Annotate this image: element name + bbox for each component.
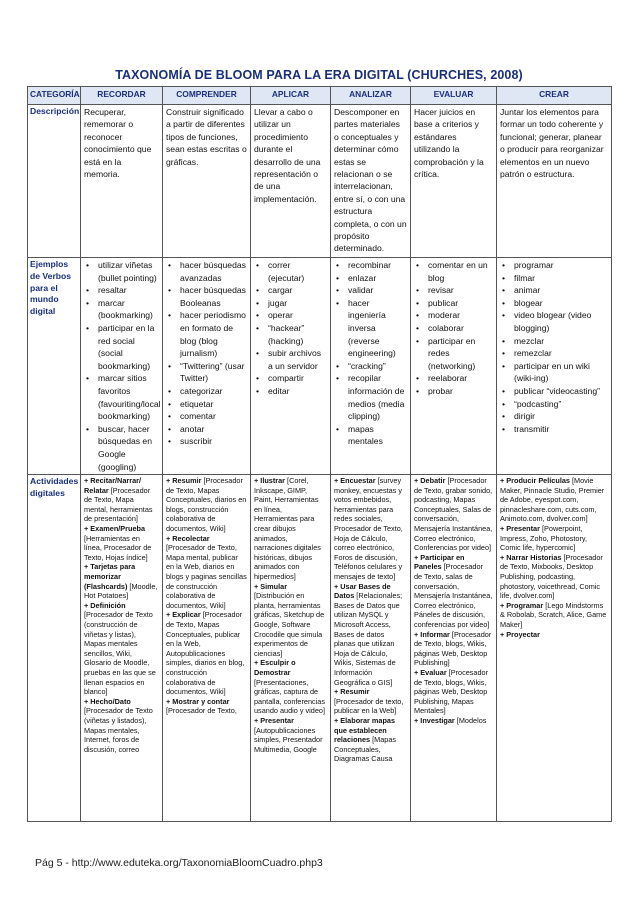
activity-item bbox=[414, 668, 493, 716]
verb-item: • resaltar bbox=[84, 284, 159, 297]
header-categoria: CATEGORÍA bbox=[28, 87, 81, 105]
verb-item: • marcar (bookmarking) bbox=[84, 297, 159, 322]
activity-heading: + Informar bbox=[414, 629, 450, 639]
verbs-analizar bbox=[331, 258, 411, 475]
activity-heading: + Evaluar bbox=[414, 667, 447, 677]
activities-analizar bbox=[331, 475, 411, 822]
activity-tools: [Presentaciones, gráficas, captura de pantalla, conferencias usando audio y video] bbox=[254, 677, 325, 716]
verb-item: • programar bbox=[500, 259, 608, 272]
header-recordar: RECORDAR bbox=[81, 87, 163, 105]
activity-item bbox=[84, 524, 159, 562]
activity-heading: + Producir Películas bbox=[500, 476, 570, 486]
verb-item: • participar en redes (networking) bbox=[414, 335, 493, 373]
activity-item bbox=[500, 630, 608, 640]
verbs-row bbox=[28, 258, 612, 475]
activity-heading: + Esculpir o Demostrar bbox=[254, 658, 296, 677]
verb-item: • “cracking” bbox=[334, 360, 407, 373]
verb-item: • comentar en un blog bbox=[414, 259, 493, 284]
activity-item bbox=[500, 601, 608, 630]
verb-item: • blogear bbox=[500, 297, 608, 310]
activity-heading: + Presentar bbox=[254, 715, 294, 725]
activity-tools: [Herramientas en línea, Procesador de Texto, Hojas índice] bbox=[84, 533, 152, 562]
activity-item bbox=[414, 476, 493, 553]
activity-tools: [Procesador de Texto, Mapas Conceptuales, diarios en blogs, construcción colaborativa de documentos, Wiki] bbox=[166, 476, 247, 534]
verb-item: • recopilar información de medios (media clipping) bbox=[334, 372, 407, 422]
verb-item: • publicar bbox=[414, 297, 493, 310]
description-crear: Juntar los elementos para formar un todo coherente y funcional; generar, planear o producir para reorganizar elementos en un nuevo patrón o estructura. bbox=[497, 105, 612, 258]
verb-item: • hacer búsquedas avanzadas bbox=[166, 259, 247, 284]
verb-item: • anotar bbox=[166, 423, 247, 436]
header-comprender: COMPRENDER bbox=[163, 87, 251, 105]
activity-tools: [Procesador de Texto, blogs, Wikis, páginas Web, Desktop Publishing, Mapas Mentales] bbox=[414, 667, 489, 716]
activities-evaluar bbox=[411, 475, 497, 822]
activity-tools: [Powerpoint, Impress, Zoho, Photostory, Comic life, hypercomic] bbox=[500, 524, 588, 553]
verb-item: • participar en un wiki (wiki-ing) bbox=[500, 360, 608, 385]
activity-tools: [Moodle, Hot Potatoes] bbox=[84, 581, 158, 601]
header-crear: CREAR bbox=[497, 87, 612, 105]
verb-item: • cargar bbox=[254, 284, 327, 297]
verb-item: • jugar bbox=[254, 297, 327, 310]
verb-item: • suscribir bbox=[166, 435, 247, 448]
activity-tools: [Procesador de Texto (viñetas y listados), Mapas mentales, Internet, foros de discusión, correo bbox=[84, 706, 153, 754]
activity-item bbox=[414, 630, 493, 668]
row-label-actividades: Actividades digitales bbox=[28, 475, 81, 822]
activity-item bbox=[334, 716, 407, 764]
verbs-crear bbox=[497, 258, 612, 475]
activity-item bbox=[500, 553, 608, 601]
row-label-verbos: Ejemplos de Verbos para el mundo digital bbox=[28, 258, 81, 475]
verb-item: • dirigir bbox=[500, 410, 608, 423]
verbs-recordar bbox=[81, 258, 163, 475]
activity-item bbox=[254, 582, 327, 659]
header-aplicar: APLICAR bbox=[251, 87, 331, 105]
activity-heading: + Narrar Historias bbox=[500, 552, 562, 562]
activities-aplicar bbox=[251, 475, 331, 822]
verb-item: • utilizar viñetas (bullet pointing) bbox=[84, 259, 159, 284]
activity-tools: [Procesador de Texto, grabar sonido, podcasting, Mapas Conceptuales, Salas de conversación, Mensajería Instantánea, Correo electrónico, Conferencias por video] bbox=[414, 476, 493, 553]
activity-item bbox=[166, 534, 247, 611]
activity-tools: [Procesador de Texto, blogs, Wikis, páginas Web, Desktop Publishing] bbox=[414, 629, 492, 668]
activity-tools: [Procesador de Texto, Mapa mental, herramientas de presentación] bbox=[84, 485, 153, 524]
verb-item: • editar bbox=[254, 385, 327, 398]
activity-tools: [Corel, Inkscape, GIMP, Paint, Herramientas en línea, Herramientas para crear dibujos animados, narraciones digitales históricas, dibujos animados con hipermedios] bbox=[254, 476, 321, 582]
activity-item bbox=[500, 476, 608, 524]
row-label-descripcion: Descripción bbox=[28, 105, 81, 258]
verb-item: • compartir bbox=[254, 372, 327, 385]
activities-comprender bbox=[163, 475, 251, 822]
verb-item: • colaborar bbox=[414, 322, 493, 335]
verb-item: • reelaborar bbox=[414, 372, 493, 385]
verb-item: • transmitir bbox=[500, 423, 608, 436]
description-row bbox=[28, 105, 612, 258]
verb-item: • remezclar bbox=[500, 347, 608, 360]
activity-tools: [Modelos bbox=[454, 715, 487, 725]
activity-tools: [Movie Maker, Pinnacle Studio, Premier de Adobe, eyespot.com, pinnacleshare.com, cuts.com, Animoto.com, dvolver.com] bbox=[500, 476, 605, 524]
verb-item: • revisar bbox=[414, 284, 493, 297]
activity-tools: [Procesador de Texto, Mixbooks, Desktop Publishing, podcasting, photostory, voicethread, Comic life, dvolver.com] bbox=[500, 552, 603, 601]
activity-heading: + Ilustrar bbox=[254, 476, 286, 486]
activity-item bbox=[84, 562, 159, 600]
activity-tools: [Lego Mindstorms & Robolab, Scratch, Alice, Game Maker] bbox=[500, 600, 607, 629]
verb-item: • probar bbox=[414, 385, 493, 398]
verb-item: • filmar bbox=[500, 272, 608, 285]
description-comprender: Construir significado a partir de diferentes tipos de funciones, sean estas escritas o gráficas. bbox=[163, 105, 251, 258]
verb-item: • moderar bbox=[414, 309, 493, 322]
page-footer: Pág 5 - http://www.eduteka.org/TaxonomiaBloomCuadro.php3 bbox=[35, 857, 323, 869]
verb-item: • validar bbox=[334, 284, 407, 297]
activity-heading: + Usar Bases de Datos bbox=[334, 581, 391, 601]
activity-tools: [Mapas Conceptuales, Diagramas Causa bbox=[334, 735, 397, 764]
activity-item bbox=[166, 476, 247, 534]
activity-heading: + Investigar bbox=[414, 715, 455, 725]
verb-item: • operar bbox=[254, 309, 327, 322]
activity-heading: + Explicar bbox=[166, 610, 201, 620]
verb-item: • marcar sitios favoritos (favouriting/local bookmarking) bbox=[84, 372, 159, 422]
verb-item: • mezclar bbox=[500, 335, 608, 348]
bloom-taxonomy-table bbox=[27, 86, 612, 822]
activities-row bbox=[28, 475, 612, 822]
activity-item bbox=[166, 697, 247, 716]
activity-tools: [Procesador de Texto, Mapa mental, publicar en la Web, diarios en blogs y paginas sencillas de construcción colaborativa de documentos, Wiki] bbox=[166, 543, 247, 610]
verb-item: • hacer búsquedas Booleanas bbox=[166, 284, 247, 309]
activity-item bbox=[334, 476, 407, 582]
verb-item: • recombinar bbox=[334, 259, 407, 272]
activity-heading: + Recolectar bbox=[166, 533, 210, 543]
verb-item: • “Twittering” (usar Twitter) bbox=[166, 360, 247, 385]
activity-heading: + Definición bbox=[84, 600, 126, 610]
activity-heading: + Participar en Paneles bbox=[414, 552, 465, 572]
activity-heading: + Encuestar bbox=[334, 476, 376, 486]
verb-item: • comentar bbox=[166, 410, 247, 423]
activity-tools: [Distribución en planta, herramientas gráficas, Sketchup de Google, Software Crocodile que simula experimentos de ciencias] bbox=[254, 591, 325, 658]
activity-tools: [Procesador de texto, publicar en la Web] bbox=[334, 696, 404, 716]
document-title: TAXONOMÍA DE BLOOM PARA LA ERA DIGITAL (CHURCHES, 2008) bbox=[115, 68, 523, 82]
activity-tools: [Procesador de Texto (construcción de viñetas y listas), Mapas mentales sencillos, Wiki, Glosario de Moodle, pruebas en las que se llenan espacios en blanco] bbox=[84, 610, 156, 697]
verb-item: • hacer periodismo en formato de blog (blog jurnalism) bbox=[166, 309, 247, 359]
activity-heading: + Mostrar y contar bbox=[166, 696, 230, 706]
header-evaluar: EVALUAR bbox=[411, 87, 497, 105]
activity-heading: + Hecho/Dato bbox=[84, 696, 131, 706]
description-analizar: Descomponer en partes materiales o conceptuales y determinar cómo estas se relacionan o se interrelacionan, entre sí, o con una estructura completa, o con un propósito determinado. bbox=[331, 105, 411, 258]
verbs-evaluar bbox=[411, 258, 497, 475]
activity-heading: + Presentar bbox=[500, 524, 540, 534]
verb-item: • enlazar bbox=[334, 272, 407, 285]
header-analizar: ANALIZAR bbox=[331, 87, 411, 105]
verb-item: • etiquetar bbox=[166, 398, 247, 411]
activity-item bbox=[166, 610, 247, 696]
activity-tools: [Procesador de Texto, bbox=[166, 706, 237, 716]
activity-tools: [Procesador de Texto, salas de conversación, Mensajería Instantánea, Correo electrónico, Páneles de discusión, conferencias por video] bbox=[414, 562, 493, 629]
activity-heading: + Simular bbox=[254, 581, 288, 591]
activity-heading: + Elaborar mapas que establecen relaciones bbox=[334, 715, 396, 745]
activity-item bbox=[414, 716, 493, 726]
activity-item bbox=[254, 658, 327, 716]
activity-heading: + Programar bbox=[500, 600, 544, 610]
activity-item bbox=[254, 476, 327, 582]
verb-item: • participar en la red social (social bookmarking) bbox=[84, 322, 159, 372]
activity-item bbox=[84, 697, 159, 755]
activity-heading: + Debatir bbox=[414, 476, 446, 486]
activity-item bbox=[84, 476, 159, 524]
verb-item: • subir archivos a un servidor bbox=[254, 347, 327, 372]
verb-item: • correr (ejecutar) bbox=[254, 259, 327, 284]
activity-item bbox=[414, 553, 493, 630]
header-row bbox=[28, 87, 612, 105]
activity-item bbox=[500, 524, 608, 553]
activity-tools: [Procesador de Texto, Mapas Conceptuales, publicar en la Web, Autopublicaciones simples, diarios en blog, construcción colaborativa de documentos, Wiki] bbox=[166, 610, 245, 697]
description-recordar: Recuperar, rememorar o reconocer conocimiento que está en la memoria. bbox=[81, 105, 163, 258]
verb-item: • animar bbox=[500, 284, 608, 297]
activity-item bbox=[84, 601, 159, 697]
activity-tools: [Autopublicaciones simples, Presentador Multimedia, Google bbox=[254, 725, 323, 754]
activity-heading: + Tarjetas para memorizar (Flashcards) bbox=[84, 562, 136, 591]
verb-item: • “hackear” (hacking) bbox=[254, 322, 327, 347]
activity-heading: + Resumir bbox=[166, 476, 202, 486]
verb-item: • “podcasting” bbox=[500, 398, 608, 411]
description-aplicar: Llevar a cabo o utilizar un procedimiento durante el desarrollo de una representación o de una implementación. bbox=[251, 105, 331, 258]
verb-item: • publicar “videocasting” bbox=[500, 385, 608, 398]
activities-recordar bbox=[81, 475, 163, 822]
activity-heading: + Examen/Prueba bbox=[84, 524, 146, 534]
verbs-aplicar bbox=[251, 258, 331, 475]
verbs-comprender bbox=[163, 258, 251, 475]
activity-heading: + Resumir bbox=[334, 687, 370, 697]
verb-item: • mapas mentales bbox=[334, 423, 407, 448]
activity-heading: + Proyectar bbox=[500, 629, 540, 639]
activity-tools: [survey monkey, encuestas y votos embebidos, herramientas para redes sociales, Procesador de Texto, Hoja de Cálculo, correo electrónico, Foros de discusión, Teléfonos celulares y mensajes de texto] bbox=[334, 476, 403, 582]
activity-tools: [Relacionales; Bases de Datos que utilizan MySQL y Microsoft Access, Bases de datos planas que utilizan Hoja de Cálculo, Wikis, Sistemas de Información Geográfica o GIS] bbox=[334, 591, 403, 687]
description-evaluar: Hacer juicios en base a criterios y estándares utilizando la comprobación y la crítica. bbox=[411, 105, 497, 258]
verb-item: • buscar, hacer búsquedas en Google (googling) bbox=[84, 423, 159, 473]
activity-item bbox=[334, 582, 407, 688]
verb-item: • categorizar bbox=[166, 385, 247, 398]
activity-heading: + Recitar/Narrar/ Relatar bbox=[84, 476, 141, 495]
activities-crear bbox=[497, 475, 612, 822]
verb-item: • hacer ingeniería inversa (reverse engineering) bbox=[334, 297, 407, 360]
activity-item bbox=[334, 687, 407, 716]
activity-item bbox=[254, 716, 327, 754]
verb-item: • video blogear (video blogging) bbox=[500, 309, 608, 334]
